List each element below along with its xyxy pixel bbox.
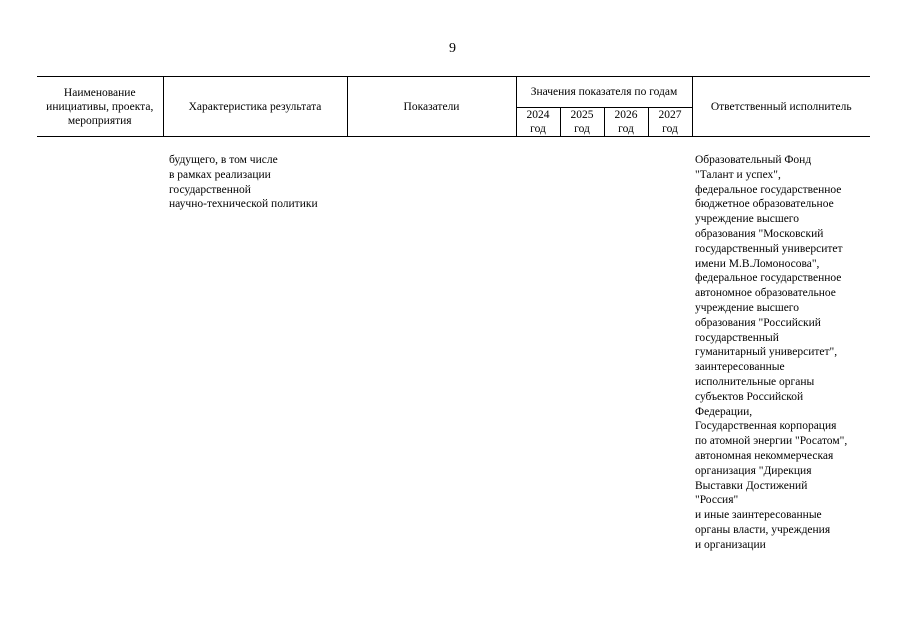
header-year-2025: 2025 год bbox=[560, 108, 604, 137]
header-values-group: Значения показателя по годам bbox=[516, 77, 692, 108]
text-line: государственный bbox=[695, 331, 779, 344]
text-line: органы власти, учреждения bbox=[695, 523, 831, 536]
header-year-2026: 2026 год bbox=[604, 108, 648, 137]
table-row bbox=[37, 137, 870, 553]
result-text bbox=[169, 153, 347, 212]
text-line: Образовательный Фонд bbox=[695, 154, 812, 166]
text-line: организация "Дирекция bbox=[695, 464, 812, 477]
cell-2025 bbox=[560, 137, 604, 553]
text-line: Выставки Достижений bbox=[695, 479, 808, 492]
header-responsible: Ответственный исполнитель bbox=[692, 77, 870, 137]
text-line: бюджетное образовательное bbox=[695, 198, 834, 211]
cell-indicators bbox=[347, 137, 516, 553]
text-line: государственный университет bbox=[695, 242, 843, 255]
text-line: автономное образовательное bbox=[695, 287, 836, 300]
text-line: Федерации, bbox=[695, 405, 753, 418]
text-line: будущего, в том числе bbox=[169, 154, 278, 166]
text-line: федеральное государственное bbox=[695, 272, 842, 285]
measures-table bbox=[37, 76, 870, 553]
header-indicators: Показатели bbox=[347, 77, 516, 137]
text-line: Государственная корпорация bbox=[695, 420, 837, 433]
text-line: федеральное государственное bbox=[695, 183, 842, 196]
text-line: в рамках реализации bbox=[169, 168, 271, 181]
header-year-2027: 2027 год bbox=[648, 108, 692, 137]
text-line: "Россия" bbox=[695, 494, 739, 507]
text-line: заинтересованные bbox=[695, 361, 785, 374]
text-line: "Талант и успех", bbox=[695, 168, 781, 181]
text-line: образования "Российский bbox=[695, 316, 821, 329]
text-line: и организации bbox=[695, 538, 766, 551]
cell-2026 bbox=[604, 137, 648, 553]
page-number: 9 bbox=[449, 41, 456, 56]
header-initiative: Наименование инициативы, проекта, мероприятия bbox=[37, 77, 163, 137]
header-result: Характеристика результата bbox=[163, 77, 347, 137]
cell-result bbox=[163, 137, 347, 553]
cell-initiative bbox=[37, 137, 163, 553]
text-line: научно-технической политики bbox=[169, 198, 318, 211]
text-line: субъектов Российской bbox=[695, 390, 804, 403]
cell-responsible bbox=[692, 137, 870, 553]
text-line: образования "Московский bbox=[695, 227, 824, 240]
text-line: автономная некоммерческая bbox=[695, 449, 834, 462]
text-line: и иные заинтересованные bbox=[695, 509, 822, 522]
cell-2027 bbox=[648, 137, 692, 553]
header-year-2024: 2024 год bbox=[516, 108, 560, 137]
text-line: учреждение высшего bbox=[695, 301, 799, 314]
responsible-text bbox=[695, 153, 870, 553]
cell-2024 bbox=[516, 137, 560, 553]
text-line: имени М.В.Ломоносова", bbox=[695, 257, 820, 270]
text-line: государственной bbox=[169, 183, 251, 196]
text-line: учреждение высшего bbox=[695, 213, 799, 226]
text-line: гуманитарный университет", bbox=[695, 346, 838, 359]
text-line: по атомной энергии "Росатом", bbox=[695, 435, 848, 448]
text-line: исполнительные органы bbox=[695, 375, 815, 388]
